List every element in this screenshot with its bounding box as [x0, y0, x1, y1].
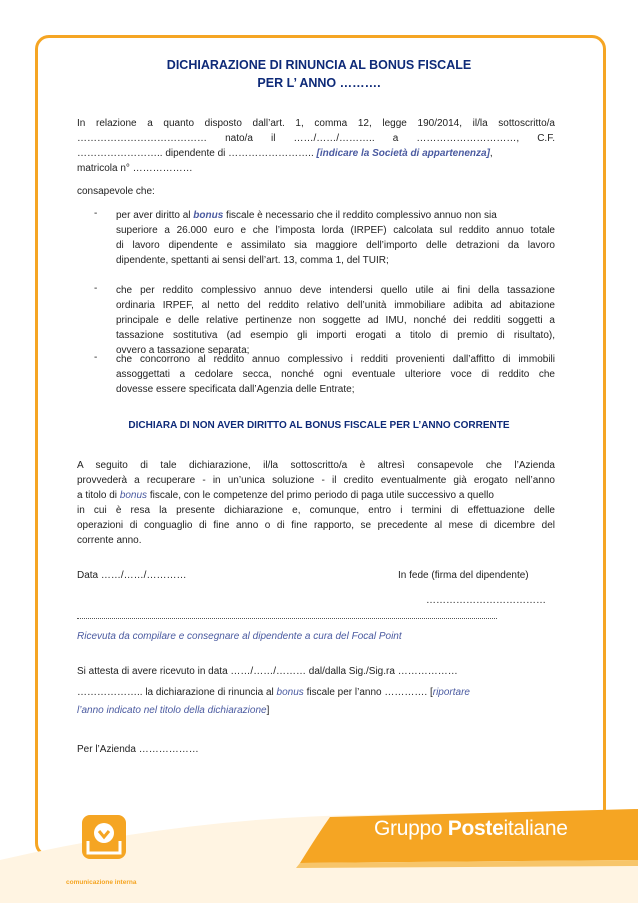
brand-part-3: italiane: [503, 817, 568, 840]
bullet-2-line-5: ovvero a tassazione separata;: [116, 345, 250, 356]
receipt-heading: Ricevuta da compilare e consegnare al dipendente a cura del Focal Point: [77, 631, 402, 642]
intro-line-4: matricola n° ………………: [77, 163, 193, 174]
in-fede-label: In fede (firma del dipendente): [398, 570, 529, 581]
brand-part-2: Poste: [447, 817, 504, 840]
bullet-2-line-2: ordinaria IRPEF, al netto del reddito relativo dell’unità immobiliare adibita ad abitazione: [116, 300, 555, 311]
brand-wordmark: [374, 817, 568, 841]
receipt-hint-b: l’anno indicato nel titolo della dichiarazione: [77, 705, 267, 716]
consequence-line-6: corrente anno.: [77, 535, 142, 546]
intro-line-1: In relazione a quanto disposto dall’art. 1, comma 12, legge 190/2014, il/la sottoscritto/a: [77, 118, 555, 129]
consequence-line-4: in cui è resa la presente dichiarazione e, comunque, entro i termini di effettuazione delle: [77, 505, 555, 516]
document-title: DICHIARAZIONE DI RINUNCIA AL BONUS FISCALE: [166, 58, 472, 72]
receipt-bonus: bonus: [276, 687, 304, 698]
declaration-heading: DICHIARA DI NON AVER DIRITTO AL BONUS FISCALE PER L’ANNO CORRENTE: [128, 420, 510, 431]
document-subtitle: PER L’ ANNO ……….: [257, 76, 381, 90]
cut-line: [77, 618, 497, 619]
consequence-line-5: operazioni di conguaglio di fine anno o di fine rapporto, se precedente al mese di dicembre del: [77, 520, 555, 531]
intro-line-3: [77, 146, 557, 161]
date-field: Data ……/……/…………: [77, 570, 187, 581]
receipt-hint-a: riportare: [432, 687, 470, 698]
receipt-line-2: [77, 685, 557, 700]
signature-line: ………………………………: [426, 595, 546, 606]
bullet-2-line-3: principale e delle relative pertinenze non soggette ad IMU, nonché dei redditi soggetti a: [116, 315, 555, 326]
consequence-bonus: bonus: [119, 490, 148, 501]
receipt-text-a: ……………….. la dichiarazione di rinuncia al: [77, 687, 274, 698]
intro-comma: ,: [489, 148, 493, 159]
intro-employer: …………………….. dipendente di ……………………..: [77, 148, 314, 159]
bullet-dash-1: -: [94, 208, 98, 219]
consequence-line-2: provvederà a recuperare - in un’unica soluzione - il credito eventualmente già erogato nell’anno: [77, 475, 555, 486]
bullet-3-line-2: assoggettati a cedolare secca, nonché ogni eventuale ulteriore voce di reddito che: [116, 369, 555, 380]
receipt-line-1: Si attesta di avere ricevuto in data ……/……/……… dal/dalla Sig./Sig.ra ………………: [77, 666, 458, 677]
receipt-text-c: fiscale per l’anno …………. [: [306, 687, 433, 698]
bullet-1-line-1: [116, 208, 555, 223]
bullet-1-line-2: superiore a 26.000 euro e che l’imposta lorda (IRPEF) calcolata sul reddito annuo totale: [116, 225, 555, 236]
inbox-arrow-icon: [82, 815, 126, 859]
azienda-field: Per l’Azienda ………………: [77, 744, 199, 755]
bullet-1-text-a: per aver diritto al: [116, 210, 191, 221]
intro-company-hint: [indicare la Società di appartenenza]: [316, 148, 490, 159]
logo-icon: [82, 815, 126, 859]
bullet-1-line-3: di lavoro dipendente e assimilato sia maggiore dell’importo delle detrazioni da lavoro: [116, 240, 555, 251]
bullet-1-text-c: fiscale è necessario che il reddito complessivo annuo non sia: [226, 210, 497, 221]
receipt-line-3: [77, 703, 269, 718]
logo-caption: comunicazione interna: [66, 879, 137, 886]
bullet-2-line-4: tassazione sostitutiva (ad esempio gli importi erogati a titolo di premio di risultato),: [116, 330, 555, 341]
bullet-2-line-1: che per reddito complessivo annuo deve intendersi quello utile ai fini della tassazione: [116, 285, 555, 296]
bullet-3-line-1: che concorrono al reddito annuo complessivo i redditi provenienti dall’affitto di immobili: [116, 354, 555, 365]
receipt-bracket: ]: [266, 705, 270, 716]
consapevole-label: consapevole che:: [77, 186, 155, 197]
bullet-dash-3: -: [94, 352, 98, 363]
bullet-3-line-3: dovesse essere specificata dall’Agenzia delle Entrate;: [116, 384, 355, 395]
bullet-1-line-4: dipendente, spettanti ai sensi dell’art. 13, comma 1, del TUIR;: [116, 255, 389, 266]
bullet-1-bonus: bonus: [193, 210, 224, 221]
consequence-text-a: a titolo di: [77, 490, 118, 501]
consequence-text-c: fiscale, con le competenze del primo periodo di paga utile successivo a quello: [149, 490, 494, 501]
intro-line-2: ………………………………… nato/a il ……/……/……….. a …………………………, C.F.: [77, 133, 555, 144]
brand-part-1: Gruppo: [374, 817, 448, 840]
consequence-line-3: [77, 488, 557, 503]
consequence-line-1: A seguito di tale dichiarazione, il/la sottoscritto/a è altresì consapevole che l’Azienda: [77, 460, 555, 471]
bullet-dash-2: -: [94, 283, 98, 294]
